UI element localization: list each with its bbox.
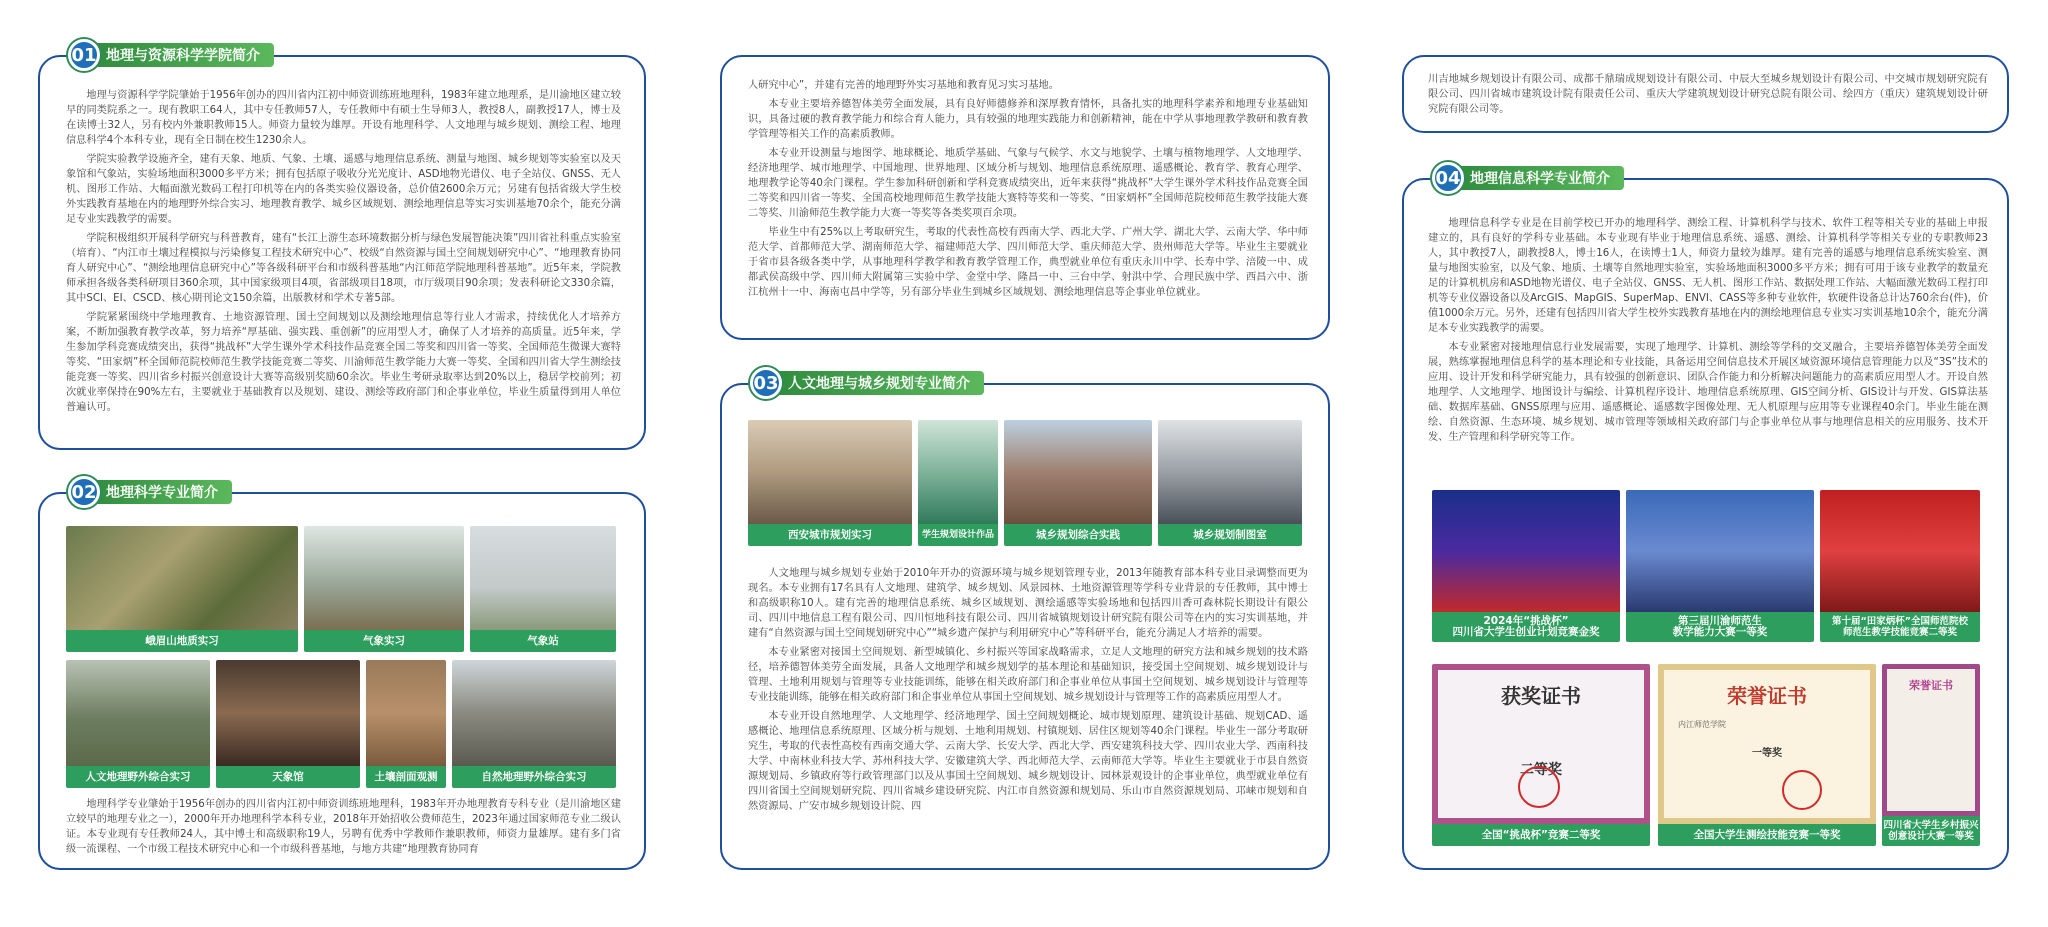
geography-continued-text (748, 78, 1308, 304)
paragraph: 本专业紧密对接地理信息行业发展需要，实现了地理学、计算机、测绘等学科的交叉融合，主要培养德智体美劳全面发展，熟练掌握地理信息科学的基本理论和专业技能，具备运用空间信息技术开展区域资源环境信息管理能力以及“3S”技术的应用、设计开发和科学研究能力，具有较强的创新意识、团队合作能力和分析解决问题能力的高素质应用型人才。开设自然地理学、人文地理学、地图设计与编绘、计算机程序设计、地理信息系统原理、GIS空间分析、GIS设计与开发、GIS算法基础、数据库基础、GNSS原理与应用、遥感概论、遥感数字图像处理、无人机原理与应用等专业课程40余门。毕业生能在测绘、自然资源、生态环境、城乡规划、城市管理等领域相关政府部门与企事业单位从事与地理信息相关的应用服务、技术开发、生产管理和科学研究等工作。 (1428, 342, 1988, 443)
photo-planning-practice (1004, 420, 1152, 546)
section-header-03 (750, 368, 984, 398)
section-title: 地理与资源科学学院简介 (86, 43, 274, 67)
paragraph: 地理信息科学专业是在目前学校已开办的地理科学、测绘工程、计算机科学与技术、软件工程等相关专业的基础上申报建立的，具有良好的学科专业基础。本专业现有毕业于地理信息系统、遥感、测绘、计算机科学等相关专业的专职教师23人，其中教授7人，副教授8人，博士16人，在读博士1人，师资力量较为雄厚。建有完善的遥感与地理信息系统实验室、测量与地图实验室，以及气象、地质、土壤等自然地理实验室，实验场地面积3000多平方米；拥有可用于该专业教学的数量充足的计算机机房和ASD地物光谱仪、电子全站仪、GNSS、无人机、图形工作站、数据处理工作站、大幅面激光数码工程打印机等专业仪器设备以及ArcGIS、MapGIS、SuperMap、ENVI、CASS等多种专业软件，软硬件设备总计达760余台(件)，价值1000余万元。另外，还建有包括四川省大学生校外实践教育基地在内的测绘地理信息专业实习实训基地10余个，能充分满足本专业实践教学的需要。 (1428, 218, 1988, 334)
certificate-rank: 一等奖 (1752, 748, 1782, 759)
certificate-rural-revitalization (1882, 664, 1980, 846)
photo-weather-station (470, 526, 616, 652)
photo-caption: 西安城市规划实习 (748, 524, 912, 546)
certificate-surveying (1658, 664, 1876, 846)
photo-image (748, 420, 912, 524)
paragraph: 地理科学专业肇始于1956年创办的四川省内江初中师资训练班地理科，1983年开办地理教育专科专业（是川渝地区建立较早的地理专业之一），2000年开办地理科学本科专业，2018年开始招收公费师范生，2023年通过国家师范专业二级认证。本专业现有专任教师24人，其中博士和高级职称19人，另聘有优秀中学教师作兼职教师，师资力量雄厚。建有多门省级一流课程、一个市级工程技术研究中心和一个市级科普基地，与地方共建“地理教育协同育 (66, 799, 621, 855)
photo-image (1158, 420, 1302, 524)
seal-icon (1782, 770, 1822, 810)
section-header-01 (68, 40, 274, 70)
photo-image (470, 526, 616, 630)
photo-natural-geo-practice (452, 660, 616, 788)
certificate-image (1882, 664, 1980, 816)
section-title: 地理信息科学专业简介 (1450, 166, 1624, 190)
photo-student-design (918, 420, 998, 546)
photo-caption: 气象实习 (304, 630, 464, 652)
photo-image (366, 660, 446, 766)
paragraph: 本专业主要培养德智体美劳全面发展，具有良好师德修养和深厚教育情怀，具备扎实的地理科学素养和地理专业基础知识，具备过硬的教育教学能力和综合育人能力，具有较强的地理实践能力和创新精神，能在中学从事地理教学教研和教育教学管理等相关工作的高素质教师。 (748, 99, 1308, 140)
photo-caption: 峨眉山地质实习 (66, 630, 298, 652)
photo-image (1004, 420, 1152, 524)
paragraph: 毕业生中有25%以上考取研究生，考取的代表性高校有西南大学、西北大学、广州大学、湖北大学、云南大学、华中师范大学、首都师范大学、湖南师范大学、福建师范大学、四川师范大学、重庆师范大学、贵州师范大学等。毕业生主要就业于省市县各级各类中学，从事地理科学教学和教育教学管理工作，典型就业单位有重庆永川中学、长寿中学、涪陵一中、成都武侯高级中学、四川师大附属第三实验中学、金堂中学、隆昌一中、三台中学、射洪中学、合理民族中学、西昌六中、浙江杭州十一中、海南屯昌中学等，另有部分毕业生到城乡区域规划、测绘地理信息等企事业单位就业。 (748, 227, 1308, 298)
section-title: 地理科学专业简介 (86, 480, 232, 504)
photo-award-chuanyu-teaching (1626, 490, 1814, 642)
certificate-image (1658, 664, 1876, 824)
urban-planning-text (748, 566, 1308, 818)
photo-caption: 人文地理野外综合实习 (66, 766, 210, 788)
photo-image (304, 526, 464, 630)
photo-caption: 城乡规划综合实践 (1004, 524, 1152, 546)
photo-caption: 全国大学生测绘技能竞赛一等奖 (1658, 824, 1876, 846)
certificate-image (1432, 664, 1650, 824)
photo-caption: 四川省大学生乡村振兴 创意设计大赛一等奖 (1882, 816, 1980, 846)
photo-caption: 天象馆 (216, 766, 360, 788)
section-number: 02 (68, 476, 100, 508)
photo-caption: 第十届“田家炳杯”全国师范院校 师范生教学技能竞赛二等奖 (1820, 612, 1980, 642)
photo-image (452, 660, 616, 766)
photo-image (1626, 490, 1814, 612)
photo-caption: 城乡规划制图室 (1158, 524, 1302, 546)
college-intro-text (66, 88, 621, 419)
photo-emeishan (66, 526, 298, 652)
urban-planning-continued-text (1428, 72, 1988, 121)
photo-image (216, 660, 360, 766)
photo-caption: 学生规划设计作品 (918, 524, 998, 546)
photo-caption: 第三届川渝师范生 教学能力大赛一等奖 (1626, 612, 1814, 642)
section-number: 03 (750, 367, 782, 399)
paragraph: 地理与资源科学学院肇始于1956年创办的四川省内江初中师资训练班地理科，1983年建立地理系，是川渝地区建立较早的同类院系之一。现有教职工64人，其中专任教师57人，专任教师中有硕士生导师3人，教授8人，副教授17人，博士及在读博士32人，另有校内外兼职教师15人。师资力量较为雄厚。开设有地理科学、人文地理与城乡规划、测绘工程、地理信息科学4个本科专业，现有全日制在校生1230余人。 (66, 90, 621, 146)
photo-image (66, 660, 210, 766)
certificate-title: 获奖证书 (1501, 684, 1581, 708)
photo-xian-planning (748, 420, 912, 546)
photo-drawing-room (1158, 420, 1302, 546)
certificate-recipient: 内江师范学院 (1678, 720, 1726, 729)
paragraph: 本专业紧密对接国土空间规划、新型城镇化、乡村振兴等国家战略需求，立足人文地理的研究方法和城乡规划的技术路径，培养德智体美劳全面发展，具备人文地理学和城乡规划学的基本理论和基础知识，接受国土空间规划、城乡规划设计与管理、土地利用规划与管理等专业技能训练，能够在相关政府部门和企事业单位从事国土空间规划、城乡规划设计与管理等专业技能训练，能够在相关政府部门和企事业单位从事国土空间规划、城乡规划设计与管理等工作的高素质应用型人才。 (748, 647, 1308, 703)
section-title: 人文地理与城乡规划专业简介 (768, 371, 984, 395)
photo-soil-profile (366, 660, 446, 788)
photo-award-tianjiabing (1820, 490, 1980, 642)
photo-caption: 全国“挑战杯”竞赛二等奖 (1432, 824, 1650, 846)
paragraph: 学院紧紧围绕中学地理教育、土地资源管理、国土空间规划以及测绘地理信息等行业人才需求，持续优化人才培养方案，不断加强教育教学改革，努力培养“厚基础、强实践、重创新”的应用型人才，确保了人才培养的高质量。近5年来，学生参加学科竞赛成绩突出，获得“挑战杯”大学生课外学术科技作品竞赛全国二等奖和四川省一等奖、全国师范生微课大赛特等奖、“田家炳”杯全国师范院校师范生教学技能竞赛二等奖、川渝师范生教学能力大赛一等奖、全国和四川省大学生测绘技能竞赛一等奖、四川省乡村振兴创意设计大赛等高级别奖励60余次。毕业生考研录取率达到20%以上，稳居学校前列；初次就业率保持在90%左右，主要就业于基础教育以及规划、建设、测绘等政府部门和企事业单位，毕业生质量得到用人单位普遍认可。 (66, 312, 621, 413)
paragraph: 本专业开设测量与地图学、地球概论、地质学基础、气象与气候学、水文与地貌学、土壤与植物地理学、人文地理学、经济地理学、城市地理学、中国地理、世界地理、区域分析与规划、地理信息系统原理、遥感概论、教育学、教育心理学、地理教学论等40余门课程。学生参加科研创新和学科竞赛成绩突出，近年来获得“挑战杯”大学生课外学术科技作品竞赛全国二等奖和四川省一等奖、全国高校地理师范生教学技能大赛特等奖和一等奖、“田家炳杯”全国师范院校师范生教学技能大赛二等奖、川渝师范生教学能力大赛一等奖等各类奖项百余项。 (748, 148, 1308, 219)
photo-award-challenge-cup-2024 (1432, 490, 1620, 642)
photo-planetarium (216, 660, 360, 788)
photo-image (66, 526, 298, 630)
section-number: 04 (1432, 162, 1464, 194)
certificate-title: 荣誉证书 (1727, 684, 1807, 708)
geography-major-text (66, 797, 621, 861)
paragraph: 人文地理与城乡规划专业始于2010年开办的资源环境与城乡规划管理专业，2013年随教育部本科专业目录调整而更为现名。本专业拥有17名具有人文地理、建筑学、城乡规划、风景园林、土地资源管理等学科专业背景的专任教师，其中博士和高级职称10人。建有完善的地理信息系统、城乡区域规划、测绘遥感等实验场地和包括四川香可森林院长期设计有限公司、四川中地信息工程有限公司、四川恒地科技有限公司、四川省城镇规划设计研究院有限公司等在内的实习实训基地，并建有“自然资源与国土空间规划研究中心”“城乡遗产保护与利用研究中心”等科研平台，能充分满足人才培养的需要。 (748, 568, 1308, 639)
photo-weather-practice (304, 526, 464, 652)
gis-major-text (1428, 216, 1988, 449)
photo-image (918, 420, 998, 524)
paragraph: 学院积极组织开展科学研究与科普教育，建有“长江上游生态环境数据分析与绿色发展智能决策”四川省社科重点实验室（培育）、“内江市土壤过程模拟与污染修复工程技术研究中心”、校级“自然资源与国土空间规划研究中心”、“地理教育协同育人研究中心”、“测绘地理信息研究中心”等各级科研平台和市级科普基地“内江师范学院地理科普基地”。近5年来，学院教师承担各级各类科研项目360余项，其中国家级项目4项，省部级项目18项，市厅级项目90余项；发表科研论文330余篇，其中SCI、EI、CSCD、核心期刊论文150余篇，出版教材和学术专著5部。 (66, 233, 621, 304)
paragraph: 川吉地城乡规划设计有限公司、成都千鼎瑞成规划设计有限公司、中辰大至城乡规划设计有限公司、中交城市规划研究院有限公司、四川省城市建筑设计院有限责任公司、重庆大学建筑规划设计研究总院有限公司、绘四方（重庆）建筑规划设计研究院有限公司等。 (1428, 74, 1988, 115)
section-header-04 (1432, 163, 1624, 193)
paragraph: 学院实验教学设施齐全，建有天象、地质、气象、土壤、遥感与地理信息系统、测量与地图、城乡规划等实验室以及天象馆和气象站，实验场地面积3000多平方米；拥有包括原子吸收分光光度计、ASD地物光谱仪、电子全站仪、GNSS、无人机、图形工作站、大幅面激光数码工程打印机等在内的各类实验仪器设备，总价值2600余万元；另建有包括省级大学生校外实践教育基地在内的地理野外综合实习、地理教育教学、城乡区域规划、测绘地理信息等实习实训基地70余个，能充分满足专业实践教学的需要。 (66, 154, 621, 225)
seal-icon (1518, 766, 1560, 808)
certificate-title: 荣誉证书 (1909, 679, 1953, 692)
photo-image (1820, 490, 1980, 612)
section-header-02 (68, 477, 232, 507)
photo-caption: 土壤剖面观测 (366, 766, 446, 788)
certificate-challenge-cup (1432, 664, 1650, 846)
certificate-rank: 二等奖 (1520, 762, 1562, 778)
paragraph: 本专业开设自然地理学、人文地理学、经济地理学、国土空间规划概论、城市规划原理、建筑设计基础、规划CAD、遥感概论、地理信息系统原理、区域分析与规划、土地利用规划、村镇规划、居住区规划等40余门课程。毕业生一部分考取研究生，考取的代表性高校有西南交通大学、云南大学、长安大学、西北大学、西安建筑科技大学、四川农业大学、西南科技大学、中南林业科技大学、苏州科技大学、安徽建筑大学、西北师范大学、云南师范大学等。毕业生主要就业于市县自然资源规划局、乡镇政府等行政管理部门以及从事国土空间规划、城乡规划设计、园林景观设计的企事业单位，典型就业单位有四川省国土空间规划研究院、四川省城乡建设研究院、内江市自然资源和规划局、乐山市自然资源规划局、邛崃市规划和自然资源局、广安市城乡规划设计院、四 (748, 711, 1308, 812)
paragraph: 人研究中心”，并建有完善的地理野外实习基地和教育见习实习基地。 (748, 80, 1059, 91)
photo-image (1432, 490, 1620, 612)
photo-caption: 自然地理野外综合实习 (452, 766, 616, 788)
photo-caption: 气象站 (470, 630, 616, 652)
photo-human-geo-practice (66, 660, 210, 788)
section-number: 01 (68, 39, 100, 71)
photo-caption: 2024年“挑战杯” 四川省大学生创业计划竞赛金奖 (1432, 612, 1620, 642)
